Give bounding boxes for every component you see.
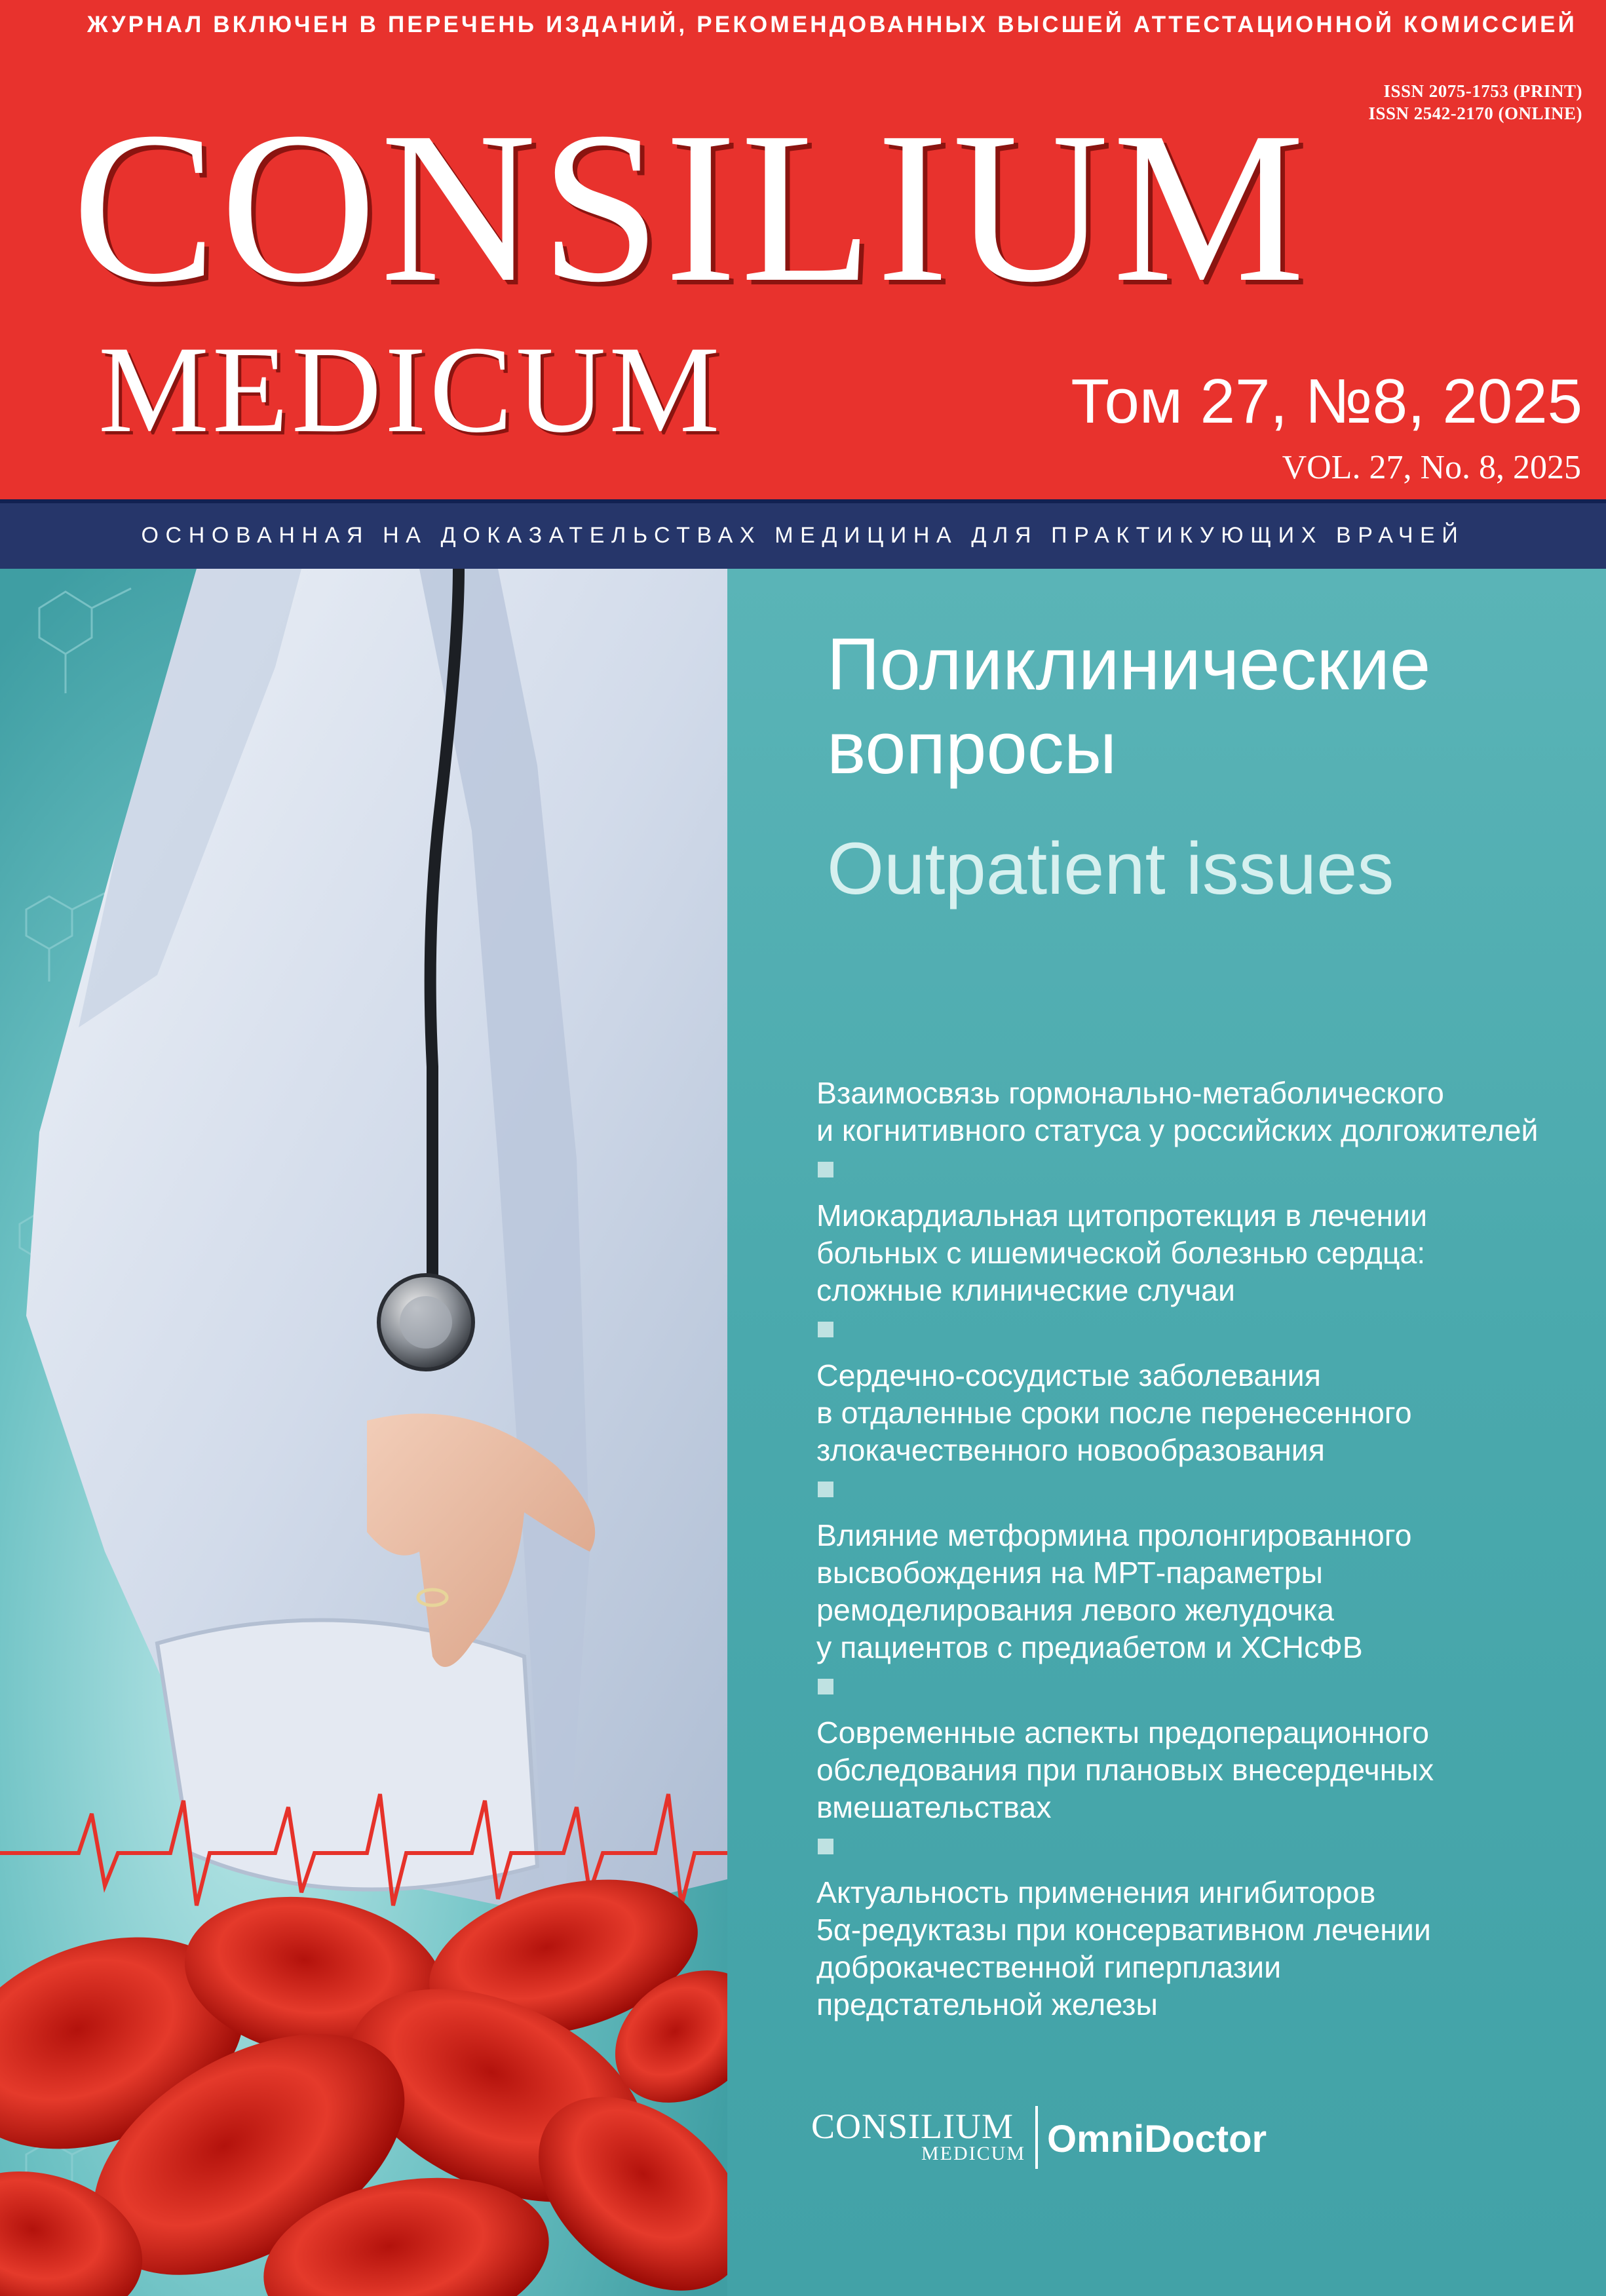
brand-divider	[1035, 2106, 1038, 2169]
brand-medicum: MEDICUM	[921, 2143, 1026, 2164]
issn-online: ISSN 2542-2170 (ONLINE)	[1368, 104, 1582, 123]
separator-square	[818, 1482, 833, 1497]
volume-issue-ru: Том 27, №8, 2025	[1071, 366, 1582, 436]
section-title-ru: Поликлинические вопросы	[827, 623, 1431, 789]
article-title: Сердечно-сосудистые заболевания в отдаленные сроки после перенесенного злокачественного новообразования	[816, 1358, 1412, 1467]
slogan-text: ОСНОВАННАЯ НА ДОКАЗАТЕЛЬСТВАХ МЕДИЦИНА ДЛЯ ПРАКТИКУЮЩИХ ВРАЧЕЙ	[141, 523, 1465, 548]
volume-issue-en: VOL. 27, No. 8, 2025	[1282, 449, 1581, 486]
article-title: Влияние метформина пролонгированного высвобождения на МРТ-параметры ремоделирования левого желудочка у пациентов с предиабетом и ХСНсФВ	[816, 1518, 1412, 1664]
separator-square	[818, 1322, 833, 1337]
brand-omnidoctor: OmniDoctor	[1047, 2118, 1267, 2160]
cover-header	[0, 0, 1606, 499]
article-list	[816, 1075, 1590, 2023]
article-title: Современные аспекты предоперационного обследования при плановых внесердечных вмешательствах	[816, 1715, 1434, 1824]
article-title: Актуальность применения ингибиторов 5α-редуктазы при консервативном лечении доброкачественной гиперплазии предстательной железы	[816, 1875, 1431, 2021]
separator-square	[818, 1839, 833, 1854]
accreditation-line: ЖУРНАЛ ВКЛЮЧЕН В ПЕРЕЧЕНЬ ИЗДАНИЙ, РЕКОМЕНДОВАННЫХ ВЫСШЕЙ АТТЕСТАЦИОННОЙ КОМИССИЕЙ	[87, 12, 1577, 37]
cover-illustration	[0, 569, 727, 2296]
journal-title-sub: MEDICUM	[98, 321, 723, 459]
brand-consilium: CONSILIUM	[811, 2107, 1014, 2146]
slogan-band	[0, 499, 1606, 569]
separator-square	[818, 1679, 833, 1694]
issn-print: ISSN 2075-1753 (PRINT)	[1383, 81, 1582, 101]
journal-title-main: CONSILIUM	[72, 88, 1309, 327]
article-title: Миокардиальная цитопротекция в лечении больных с ишемической болезнью сердца: сложные клинические случаи	[816, 1198, 1428, 1307]
article-title: Взаимосвязь гормонально-метаболического и когнитивного статуса у российских долгожителей	[816, 1076, 1539, 1147]
section-title-en: Outpatient issues	[827, 828, 1394, 909]
separator-square	[818, 1162, 833, 1177]
